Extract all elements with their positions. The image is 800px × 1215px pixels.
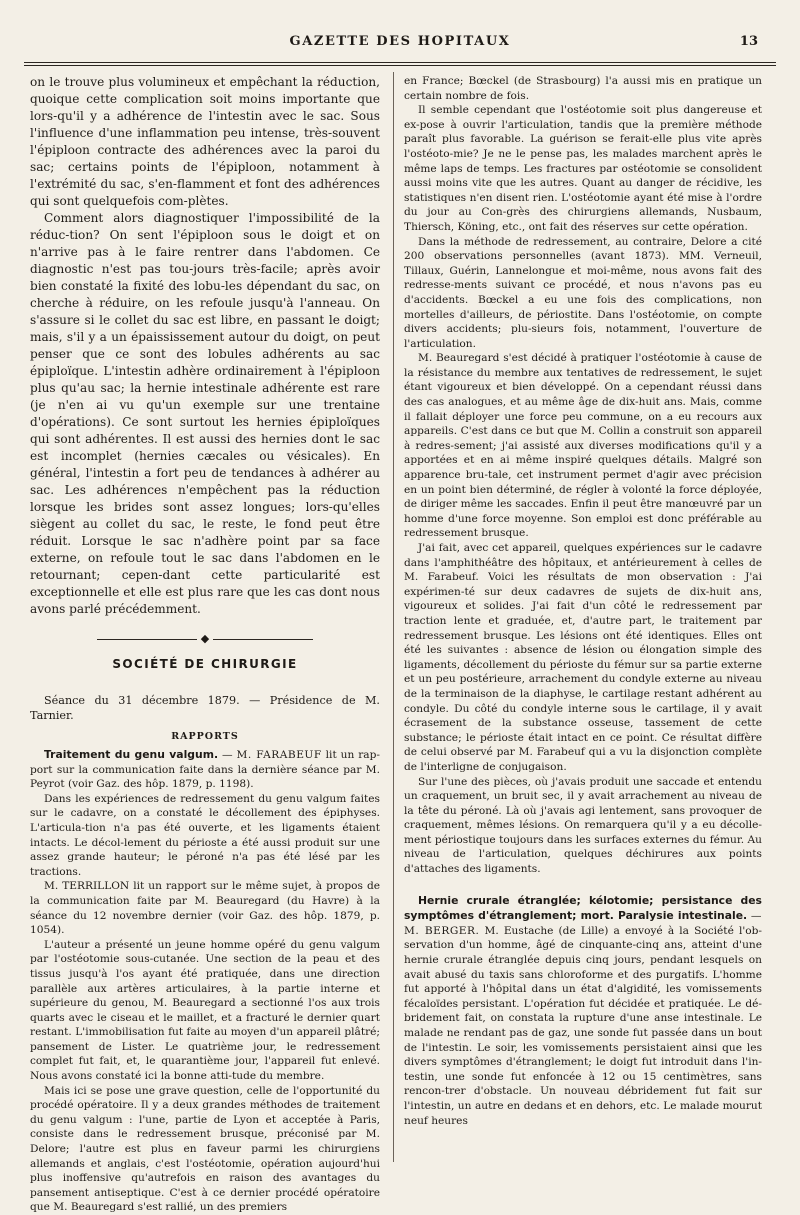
- header-rule: [24, 62, 776, 66]
- left-column: [30, 74, 380, 1214]
- report-paragraph: M. TERRILLON lit un rapport sur le même sujet, à propos de la communication faite par M. Beauregard (du Havre) à la séance du 12 novembre dernier (voir Gaz. des hôp. 1879, p. 1054).: [30, 880, 380, 937]
- page-number: 13: [739, 34, 758, 49]
- report-paragraph: Dans la méthode de redressement, au contraire, Delore a cité 200 observations personnelles (avant 1873). MM. Verneuil, Tillaux, Guérin, Lannelongue et moi-même, nous avons fait des redresse-ments suivant ce procédé, et nous n'avons pas eu d'accidents. Bœckel a eu une fois des complications, non mortelles d'ailleurs, de périostite. Dans l'ostéotomie, on compte divers accidents; plu-sieurs fois, notamment, l'ouverture de l'articulation.: [404, 235, 762, 350]
- section-ornament: ◆: [30, 632, 380, 645]
- column-divider: [393, 72, 394, 1162]
- session-line: Séance du 31 décembre 1879. — Présidence de M. Tarnier.: [30, 694, 380, 722]
- article-author: M. FARABEUF: [236, 749, 322, 761]
- page-header: [14, 34, 786, 58]
- report-paragraph: Il semble cependant que l'ostéotomie soit plus dangereuse et ex-pose à ouvrir l'articulation, tandis que la première méthode paraît plus favorable. La guérison se ferait-elle plus vite après l'ostéoto-mie? Je ne le pense pas, les malades marchent après le même laps de temps. Les fractures par ostéotomie se consolident aussi moins vite que les autres. Quant au danger de récidive, les statistiques n'en disent rien. L'ostéotomie ayant été mise à l'ordre du jour au Con-grès des chirurgiens allemands, Nusbaum, Thiersch, Köning, etc., ont fait des réserves sur cette opération.: [404, 104, 762, 233]
- case-text: M. Eustache (de Lille) a envoyé à la Société l'ob-servation d'un homme, âgé de cinquante-cinq ans, atteint d'une hernie crurale étranglée depuis cinq jours, pendant lesquels on avait abusé du taxis sans chloroforme et des purgatifs. L'homme fut apporté à l'hôpital dans un état d'algidité, les vomissements fécaloïdes persistant. L'opération fut décidée et pratiquée. Le dé-bridement fait, on constata la rupture d'une anse intestinale. Le malade ne rendant pas de gaz, une sonde fut passée dans un bout de l'intestin. Le soir, les vomissements persistaient ainsi que les divers symptômes d'étranglement; le doigt fut introduit dans l'in-testin, une sonde fut enfoncée à 12 ou 15 centimètres, sans rencon-trer d'obstacle. Un nouveau débridement fut fait sur l'intestin, un autre en dedans et en dehors, etc. Le malade mourut neuf heures: [404, 924, 762, 1127]
- society-title: SOCIÉTÉ DE CHIRURGIE: [112, 657, 298, 671]
- hernia-case-report: [404, 893, 762, 1129]
- report-paragraph: Sur l'une des pièces, où j'avais produit une saccade et entendu un craquement, un bruit sec, il y avait arrachement au niveau de la tête du péroné. Là où j'avais agi lentement, sans provoquer de craquement, mêmes lésions. On remarquera qu'il y a eu décolle-ment périostique toujours dans les surfaces externes du fémur. Au niveau de l'articulation, quelques déchirures aux points d'attaches des ligaments.: [404, 775, 762, 876]
- article-title: Traitement du genu valgum.: [44, 748, 219, 761]
- report-paragraph: en France; Bœckel (de Strasbourg) l'a aussi mis en pratique un certain nombre de fois.: [404, 75, 762, 102]
- article-intro: Traitement du genu valgum. — M. FARABEUF lit un rap-port sur la communication faite dans la dernière séance par M. Peyrot (voir Gaz. des hôp. 1879, p. 1198).: [30, 748, 380, 791]
- rapports-heading: RAPPORTS: [171, 731, 239, 742]
- genu-valgum-report: [30, 748, 380, 1215]
- report-paragraph: J'ai fait, avec cet appareil, quelques expériences sur le cadavre dans l'amphithéâtre des hôpitaux, et antérieurement à celles de M. Farabeuf. Voici les résultats de mon observation : J'ai expérimen-té sur deux cadavres de sujets de dix-huit ans, vigoureux et solides. J'ai fait d'un côté le redressement par traction lente et graduée, et, d'autre part, le traitement par redressement brusque. Les lésions ont été identiques. Elles ont été les suivantes : absence de lésion ou élongation simple des ligaments, décollement du périoste du fémur sur sa partie externe et un peu postérieure, arrachement du condyle externe au niveau de la terminaison de la diaphyse, le cartilage restant adhérent au condyle. Du côté du condyle interne sous le cartilage, il y avait écrasement de la substance osseuse, tassement de cette substance; le périoste était intact en ce point. Ce résultat diffère de celui observé par M. Farabeuf qui a vu la disjonction complète de l'interligne de conjugaison.: [404, 542, 762, 773]
- article-intro-text: lit un rap-port sur la communication faite dans la dernière séance par M. Peyrot (voir Gaz. des hôp. 1879, p. 1198).: [30, 749, 380, 791]
- case-title: Hernie crurale étranglée; kélotomie; persistance des symptômes d'étranglement; mort. Paralysie intestinale.: [404, 893, 762, 923]
- hernia-discussion: [30, 74, 380, 618]
- report-paragraph: M. Beauregard s'est décidé à pratiquer l'ostéotomie à cause de la résistance du membre aux tentatives de redressement, le sujet étant vigoureux et bien développé. On a cependant réussi dans des cas analogues, et au même âge de dix-huit ans. Mais, comme il fallait déployer une force peu commune, on a eu recours aux appareils. C'est dans ce but que M. Collin a construit son appareil à redres-sement; j'ai assisté aux diverses modifications qu'il y a apportées et en ai même inspiré quelques détails. Malgré son apparence bru-tale, cet instrument permet d'agir avec précision en un point bien déterminé, de régler à volonté la force déployée, de diriger même les saccades. Enfin il peut être manœuvré par un homme d'une force moyenne. Son emploi est donc préférable au redressement brusque.: [404, 352, 762, 540]
- report-paragraph: Dans les expériences de redressement du genu valgum faites sur le cadavre, on a constaté le décollement des épiphyses. L'articula-tion n'a pas été ouverte, et les ligaments étaient intacts. Le décol-lement du périoste a été aussi produit sur une assez grande hauteur; le péroné n'a pas été lésé par les tractions.: [30, 792, 380, 878]
- lead-paragraph: Comment alors diagnostiquer l'impossibilité de la réduc-tion? On sent l'épiploon sous le doigt et on n'arrive pas à le faire rentrer dans l'abdomen. Ce diagnostic n'est pas tou-jours très-facile; après avoir bien constaté la fixité des lobu-les dépendant du sac, on cherche à réduire, on les refoule jusqu'à l'anneau. On s'assure si le collet du sac est libre, en passant le doigt; mais, s'il y a un épaississement autour du doigt, on peut penser que ce sont des lobules adhérents au sac épiploïque. L'intestin adhère ordinairement à l'épiploon plus qu'au sac; la hernie intestinale adhérente est rare (je n'en ai vu qu'un exemple sur une trentaine d'opérations). Ce sont surtout les hernies épiploïques qui sont adhérentes. Il est aussi des hernies dont le sac est incomplet (hernies cæcales ou vésicales). En général, l'intestin a fort peu de tendances à adhérer au sac. Les adhérences n'empêchent pas la réduction lorsque les brides sont assez longues; lors-qu'elles siègent au collet du sac, le reste, le fond peut être réduit. Lorsque le sac n'adhère point par sa face externe, on refoule tout le sac dans l'abdomen en le retournant; cepen-dant cette particularité est exceptionnelle et elle est plus rare que les cas dont nous avons parlé précédemment.: [30, 211, 380, 616]
- lead-paragraph: on le trouve plus volumineux et empêchant la réduction, quoique cette complication soit moins importante que lors-qu'il y a adhérence de l'intestin avec le sac. Sous l'influence d'une inflammation peu intense, très-souvent l'épiploon contracte des adhérences avec la paroi du sac; certains points de l'épiploon, notamment à l'extrémité du sac, s'en-flamment et font des adhérences qui sont quelquefois com-plètes.: [30, 75, 380, 208]
- journal-title: GAZETTE DES HOPITAUX: [289, 34, 511, 49]
- report-paragraph: L'auteur a présenté un jeune homme opéré du genu valgum par l'ostéotomie sous-cutanée. Une section de la peau et des tissus jusqu'à l'os ayant été pratiquée, dans une direction parallèle aux artères articulaires, à la partie interne et supérieure du genou, M. Beauregard a sectionné l'os aux trois quarts avec le ciseau et le maillet, et a fracturé le dernier quart restant. L'immobilisation fut faite au moyen d'un appareil plâtré; pansement de Lister. Le quatrième jour, le redressement complet fut fait, et, le quarantième jour, l'appareil fut enlevé. Nous avons constaté ici la bonne atti-tude du membre.: [30, 938, 380, 1083]
- case-author: — M. BERGER.: [404, 910, 762, 937]
- right-column: [404, 74, 762, 1164]
- report-paragraph: Mais ici se pose une grave question, celle de l'opportunité du procédé opératoire. Il y a deux grandes méthodes de traitement du genu valgum : l'une, partie de Lyon et acceptée à Paris, consiste dans le redressement brusque, préconisé par M. Delore; l'autre est plus en faveur parmi les chirurgiens allemands et anglais, c'est l'ostéotomie, opération aujourd'hui plus inoffensive qu'autrefois en raison des avantages du pansement antiseptique. C'est à ce dernier procédé opératoire que M. Beauregard s'est rallié, un des premiers: [30, 1084, 380, 1214]
